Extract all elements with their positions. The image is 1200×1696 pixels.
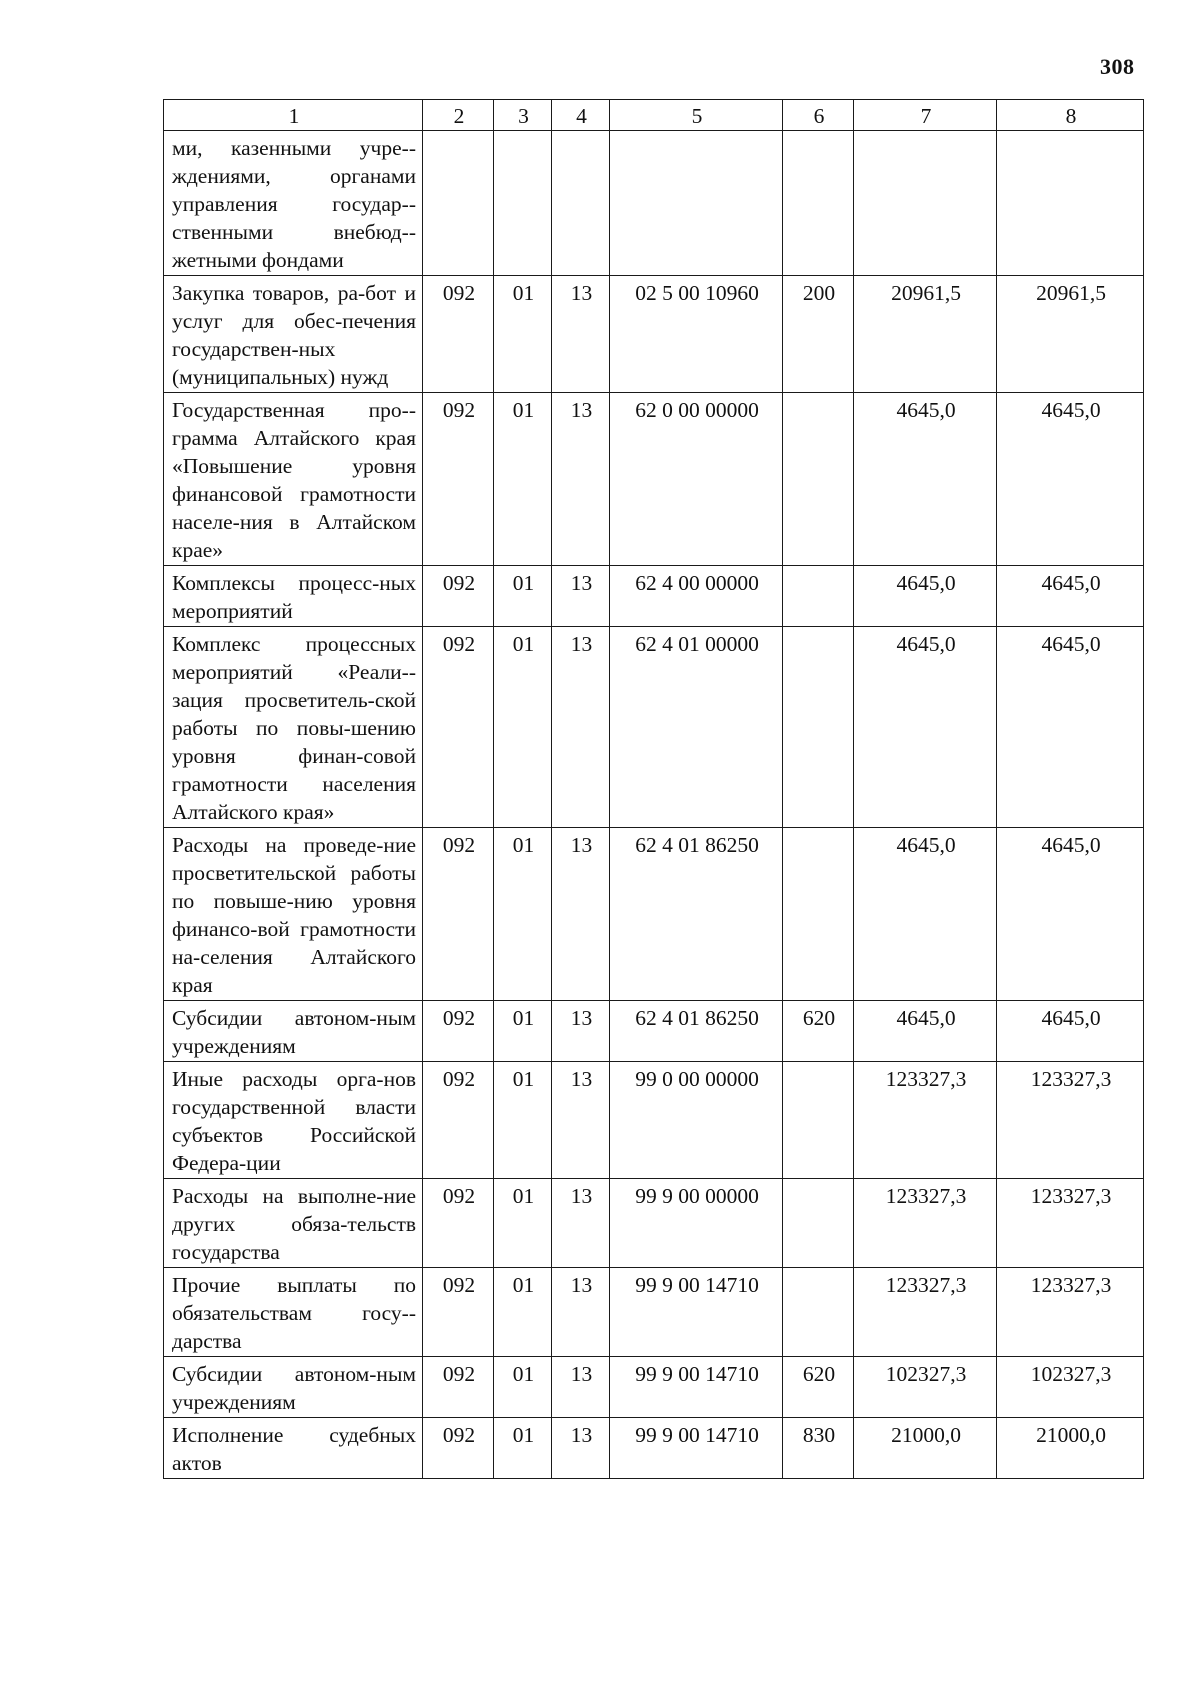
table-row [164, 131, 1144, 276]
section-cell: 01 [494, 1062, 552, 1179]
admin-code-cell: 092 [423, 1062, 494, 1179]
section-cell [494, 131, 552, 276]
expense-type-cell [783, 627, 854, 828]
target-article-cell: 99 9 00 00000 [610, 1179, 783, 1268]
expense-type-cell [783, 828, 854, 1001]
amount-cell: 123327,3 [854, 1268, 997, 1357]
item-name-cell: Иные расходы орга-нов государственной власти субъектов Российской Федера-ции [164, 1062, 423, 1179]
budget-table [163, 99, 1144, 1479]
table-body [164, 131, 1144, 1479]
target-article-cell: 62 4 01 86250 [610, 1001, 783, 1062]
column-header: 7 [854, 100, 997, 131]
amount-cell [997, 131, 1144, 276]
admin-code-cell: 092 [423, 393, 494, 566]
amount-cell: 4645,0 [854, 566, 997, 627]
item-name-cell: Комплекс процессных мероприятий «Реали-зация просветитель-ской работы по повы-шению уровня финан-совой грамотности населения Алтайского края» [164, 627, 423, 828]
section-cell: 01 [494, 828, 552, 1001]
section-cell: 01 [494, 276, 552, 393]
admin-code-cell: 092 [423, 1179, 494, 1268]
expense-type-cell [783, 1179, 854, 1268]
table-row [164, 828, 1144, 1001]
item-name-cell: Расходы на выполне-ние других обяза-тельств государства [164, 1179, 423, 1268]
column-header: 3 [494, 100, 552, 131]
amount-cell: 4645,0 [854, 627, 997, 828]
admin-code-cell: 092 [423, 276, 494, 393]
item-name-cell: Комплексы процесс-ных мероприятий [164, 566, 423, 627]
section-cell: 01 [494, 393, 552, 566]
column-header: 8 [997, 100, 1144, 131]
target-article-cell: 62 4 01 86250 [610, 828, 783, 1001]
amount-cell: 20961,5 [997, 276, 1144, 393]
table-row [164, 1001, 1144, 1062]
subsection-cell [552, 131, 610, 276]
header-row [164, 100, 1144, 131]
subsection-cell: 13 [552, 276, 610, 393]
target-article-cell: 02 5 00 10960 [610, 276, 783, 393]
amount-cell: 4645,0 [997, 828, 1144, 1001]
table-row [164, 566, 1144, 627]
expense-type-cell [783, 566, 854, 627]
section-cell: 01 [494, 1268, 552, 1357]
table-row [164, 627, 1144, 828]
target-article-cell: 62 4 00 00000 [610, 566, 783, 627]
target-article-cell: 99 9 00 14710 [610, 1357, 783, 1418]
target-article-cell: 99 0 00 00000 [610, 1062, 783, 1179]
target-article-cell [610, 131, 783, 276]
admin-code-cell: 092 [423, 1001, 494, 1062]
expense-type-cell: 620 [783, 1001, 854, 1062]
expense-type-cell [783, 1268, 854, 1357]
table-row [164, 1418, 1144, 1479]
section-cell: 01 [494, 1357, 552, 1418]
page-number: 308 [1100, 54, 1135, 79]
amount-cell: 123327,3 [854, 1179, 997, 1268]
table-row [164, 1357, 1144, 1418]
column-header: 1 [164, 100, 423, 131]
amount-cell: 123327,3 [997, 1268, 1144, 1357]
section-cell: 01 [494, 1418, 552, 1479]
amount-cell: 102327,3 [997, 1357, 1144, 1418]
amount-cell: 4645,0 [854, 1001, 997, 1062]
admin-code-cell: 092 [423, 828, 494, 1001]
expense-type-cell: 200 [783, 276, 854, 393]
expense-type-cell [783, 393, 854, 566]
item-name-cell: Субсидии автоном-ным учреждениям [164, 1001, 423, 1062]
item-name-cell: ми, казенными учре-ждениями, органами управления государ-ственными внебюд-жетными фондами [164, 131, 423, 276]
subsection-cell: 13 [552, 627, 610, 828]
subsection-cell: 13 [552, 1062, 610, 1179]
admin-code-cell: 092 [423, 566, 494, 627]
item-name-cell: Государственная про-грамма Алтайского края «Повышение уровня финансовой грамотности населе-ния в Алтайском крае» [164, 393, 423, 566]
expense-type-cell: 830 [783, 1418, 854, 1479]
column-header: 2 [423, 100, 494, 131]
table-row [164, 1062, 1144, 1179]
amount-cell: 123327,3 [854, 1062, 997, 1179]
table-row [164, 1179, 1144, 1268]
admin-code-cell: 092 [423, 1268, 494, 1357]
item-name-cell: Прочие выплаты по обязательствам госу-дарства [164, 1268, 423, 1357]
section-cell: 01 [494, 627, 552, 828]
expense-type-cell [783, 131, 854, 276]
subsection-cell: 13 [552, 393, 610, 566]
target-article-cell: 99 9 00 14710 [610, 1268, 783, 1357]
amount-cell: 20961,5 [854, 276, 997, 393]
amount-cell: 4645,0 [997, 566, 1144, 627]
item-name-cell: Исполнение судебных актов [164, 1418, 423, 1479]
item-name-cell: Закупка товаров, ра-бот и услуг для обес-печения государствен-ных (муниципальных) нужд [164, 276, 423, 393]
amount-cell: 123327,3 [997, 1179, 1144, 1268]
target-article-cell: 62 4 01 00000 [610, 627, 783, 828]
table-row [164, 1268, 1144, 1357]
column-header: 4 [552, 100, 610, 131]
subsection-cell: 13 [552, 566, 610, 627]
table-header [164, 100, 1144, 131]
admin-code-cell: 092 [423, 627, 494, 828]
expense-type-cell [783, 1062, 854, 1179]
expense-type-cell: 620 [783, 1357, 854, 1418]
amount-cell: 123327,3 [997, 1062, 1144, 1179]
amount-cell: 4645,0 [997, 627, 1144, 828]
amount-cell: 21000,0 [997, 1418, 1144, 1479]
column-header: 6 [783, 100, 854, 131]
amount-cell: 4645,0 [854, 828, 997, 1001]
column-header: 5 [610, 100, 783, 131]
amount-cell: 4645,0 [997, 1001, 1144, 1062]
subsection-cell: 13 [552, 828, 610, 1001]
table-row [164, 276, 1144, 393]
subsection-cell: 13 [552, 1357, 610, 1418]
amount-cell: 102327,3 [854, 1357, 997, 1418]
subsection-cell: 13 [552, 1179, 610, 1268]
subsection-cell: 13 [552, 1001, 610, 1062]
admin-code-cell: 092 [423, 1418, 494, 1479]
amount-cell [854, 131, 997, 276]
amount-cell: 4645,0 [854, 393, 997, 566]
subsection-cell: 13 [552, 1418, 610, 1479]
item-name-cell: Расходы на проведе-ние просветительской работы по повыше-нию уровня финансо-вой грамотности на-селения Алтайского края [164, 828, 423, 1001]
section-cell: 01 [494, 1179, 552, 1268]
admin-code-cell: 092 [423, 1357, 494, 1418]
section-cell: 01 [494, 1001, 552, 1062]
amount-cell: 4645,0 [997, 393, 1144, 566]
admin-code-cell [423, 131, 494, 276]
subsection-cell: 13 [552, 1268, 610, 1357]
table-row [164, 393, 1144, 566]
amount-cell: 21000,0 [854, 1418, 997, 1479]
target-article-cell: 62 0 00 00000 [610, 393, 783, 566]
target-article-cell: 99 9 00 14710 [610, 1418, 783, 1479]
item-name-cell: Субсидии автоном-ным учреждениям [164, 1357, 423, 1418]
section-cell: 01 [494, 566, 552, 627]
